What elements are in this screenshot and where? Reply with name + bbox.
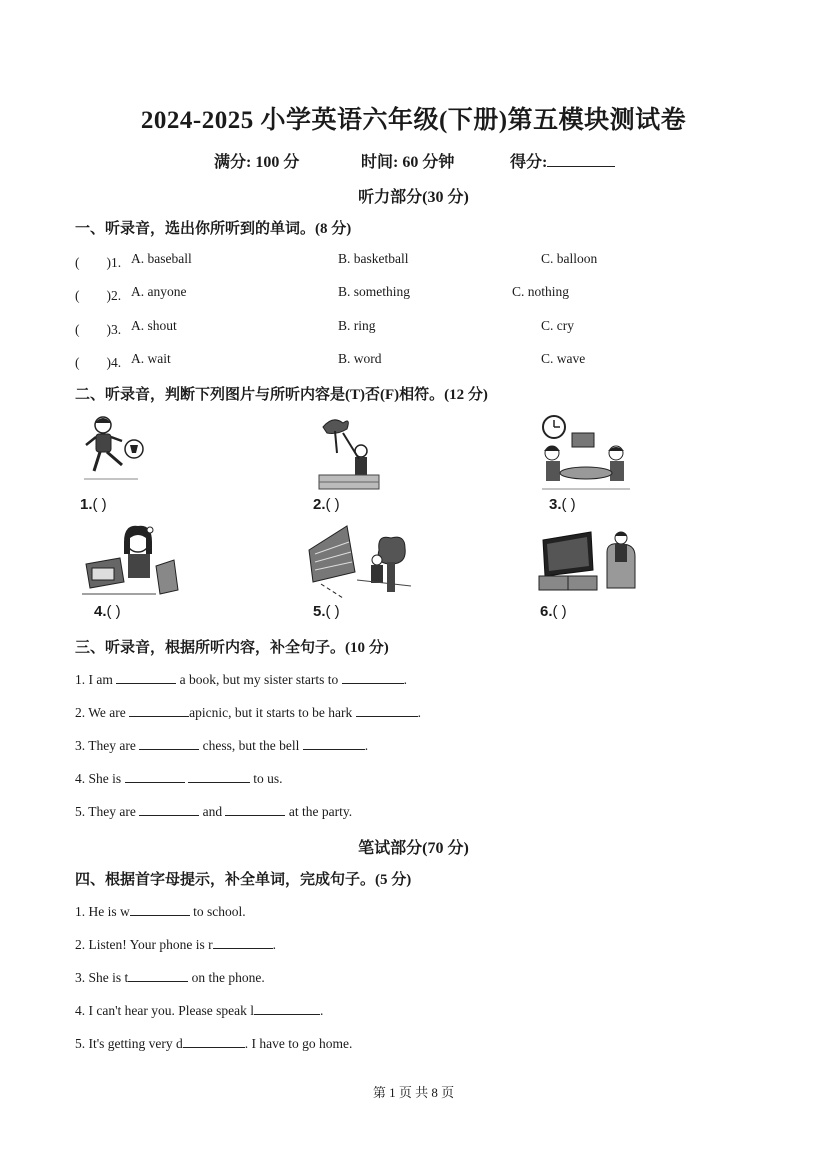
option-a: A. anyone [131, 284, 187, 299]
part4-heading: 四、根据首字母提示，补全单词，完成句子。(5 分) [75, 872, 412, 888]
option-b: B. basketball [338, 251, 409, 266]
sentence-text: 4. She is [75, 771, 122, 786]
answer-blank[interactable] [130, 903, 190, 916]
sentence-text: 1. He is w [75, 904, 130, 919]
picture-5-label [313, 603, 340, 620]
score-field [510, 149, 615, 172]
sentence-text: apicnic, but it starts to be hark [189, 705, 353, 720]
answer-blank[interactable] [183, 1035, 245, 1048]
part3-sentence-2 [75, 704, 421, 721]
answer-blank[interactable] [356, 704, 418, 717]
picture-2-label [313, 496, 340, 513]
part3-sentence-5 [75, 803, 352, 820]
part4-sentence-1 [75, 903, 246, 920]
option-b: B. something [338, 284, 411, 299]
score-blank[interactable] [547, 154, 615, 167]
sentence-text: 4. I can't hear you. Please speak l [75, 1003, 254, 1018]
option-b: B. ring [338, 318, 376, 333]
sentence-text: 2. We are [75, 705, 126, 720]
sentence-text: at the party. [288, 804, 353, 819]
answer-blank[interactable] [213, 936, 273, 949]
answer-paren[interactable]: ( ) [325, 603, 340, 620]
full-score: 满分: 100 分 [214, 154, 300, 171]
sentence-text: to us. [253, 771, 283, 786]
picture-4-label [94, 603, 121, 620]
sentence-text: a book, but my sister starts to [179, 672, 339, 687]
picture-person-tree [315, 413, 395, 493]
part4-sentence-4 [75, 1002, 323, 1019]
picture-3-label [549, 496, 576, 513]
picture-number: 1. [80, 496, 93, 513]
part4-sentence-2 [75, 936, 276, 953]
part1-heading: 一、听录音，选出你所听到的单词。(8 分) [75, 221, 352, 237]
picture-girl-laptop [80, 522, 180, 598]
answer-blank[interactable] [116, 671, 176, 684]
picture-number: 4. [94, 603, 107, 620]
part3-heading: 三、听录音，根据所听内容，补全句子。(10 分) [75, 640, 389, 656]
sentence-text: chess, but the bell [202, 738, 300, 753]
answer-blank[interactable] [139, 737, 199, 750]
option-a: A. baseball [131, 251, 192, 266]
question-number[interactable]: ( )2. [75, 288, 122, 303]
sentence-text: to school. [193, 904, 246, 919]
sentence-text: 3. She is t [75, 970, 129, 985]
question-number[interactable]: ( )1. [75, 255, 122, 270]
listening-section-header: 听力部分(30 分) [358, 189, 469, 206]
picture-tv-armchair [535, 522, 639, 598]
answer-blank[interactable] [188, 770, 250, 783]
sentence-text: 2. Listen! Your phone is r [75, 937, 213, 952]
sentence-text: 3. They are [75, 738, 136, 753]
answer-blank[interactable] [125, 770, 185, 783]
picture-6-label [540, 603, 567, 620]
answer-paren[interactable]: ( ) [561, 496, 576, 513]
sentence-text: . [417, 705, 421, 720]
picture-boy-kicking-ball [78, 413, 158, 493]
part3-sentence-3 [75, 737, 368, 754]
part3-sentence-4 [75, 770, 283, 787]
sentence-text: . I have to go home. [244, 1036, 353, 1051]
page-footer: 第 1 页 共 8 页 [372, 1085, 455, 1100]
sentence-text: . [364, 738, 369, 753]
picture-number: 3. [549, 496, 562, 513]
picture-1-label [80, 496, 107, 513]
answer-paren[interactable]: ( ) [552, 603, 567, 620]
page-title: 2024-2025 小学英语六年级(下册)第五模块测试卷 [140, 107, 687, 134]
answer-paren[interactable]: ( ) [106, 603, 121, 620]
option-b: B. word [338, 351, 382, 366]
sentence-text: . [272, 937, 276, 952]
answer-blank[interactable] [129, 704, 189, 717]
picture-number: 2. [313, 496, 326, 513]
exam-time: 时间: 60 分钟 [361, 154, 455, 171]
sentence-text: . [320, 1003, 324, 1018]
writing-section-header: 笔试部分(70 分) [358, 840, 469, 857]
sentence-text: 5. They are [75, 804, 136, 819]
option-c: C. wave [541, 351, 586, 366]
part4-sentence-3 [75, 969, 265, 986]
answer-blank[interactable] [303, 737, 365, 750]
option-c: C. nothing [512, 284, 570, 299]
picture-kids-at-table-clock [538, 413, 634, 493]
sentence-text: and [202, 804, 223, 819]
option-a: A. shout [131, 318, 177, 333]
sentence-text: 5. It's getting very d [75, 1036, 183, 1051]
part2-heading: 二、听录音，判断下列图片与所听内容是(T)否(F)相符。(12 分) [75, 387, 488, 403]
question-number[interactable]: ( )4. [75, 355, 122, 370]
answer-blank[interactable] [139, 803, 199, 816]
picture-building-road-person [307, 520, 417, 600]
option-c: C. cry [541, 318, 574, 333]
sentence-text: on the phone. [191, 970, 265, 985]
score-label: 得分: [510, 154, 548, 171]
answer-paren[interactable]: ( ) [92, 496, 107, 513]
sentence-text: 1. I am [75, 672, 113, 687]
answer-blank[interactable] [128, 969, 188, 982]
picture-number: 6. [540, 603, 553, 620]
answer-blank[interactable] [225, 803, 285, 816]
option-c: C. balloon [541, 251, 598, 266]
answer-blank[interactable] [342, 671, 404, 684]
part3-sentence-1 [75, 671, 407, 688]
picture-number: 5. [313, 603, 326, 620]
answer-blank[interactable] [254, 1002, 320, 1015]
sentence-text: . [403, 672, 407, 687]
question-number[interactable]: ( )3. [75, 322, 122, 337]
part4-sentence-5 [75, 1035, 352, 1052]
option-a: A. wait [131, 351, 171, 366]
answer-paren[interactable]: ( ) [325, 496, 340, 513]
